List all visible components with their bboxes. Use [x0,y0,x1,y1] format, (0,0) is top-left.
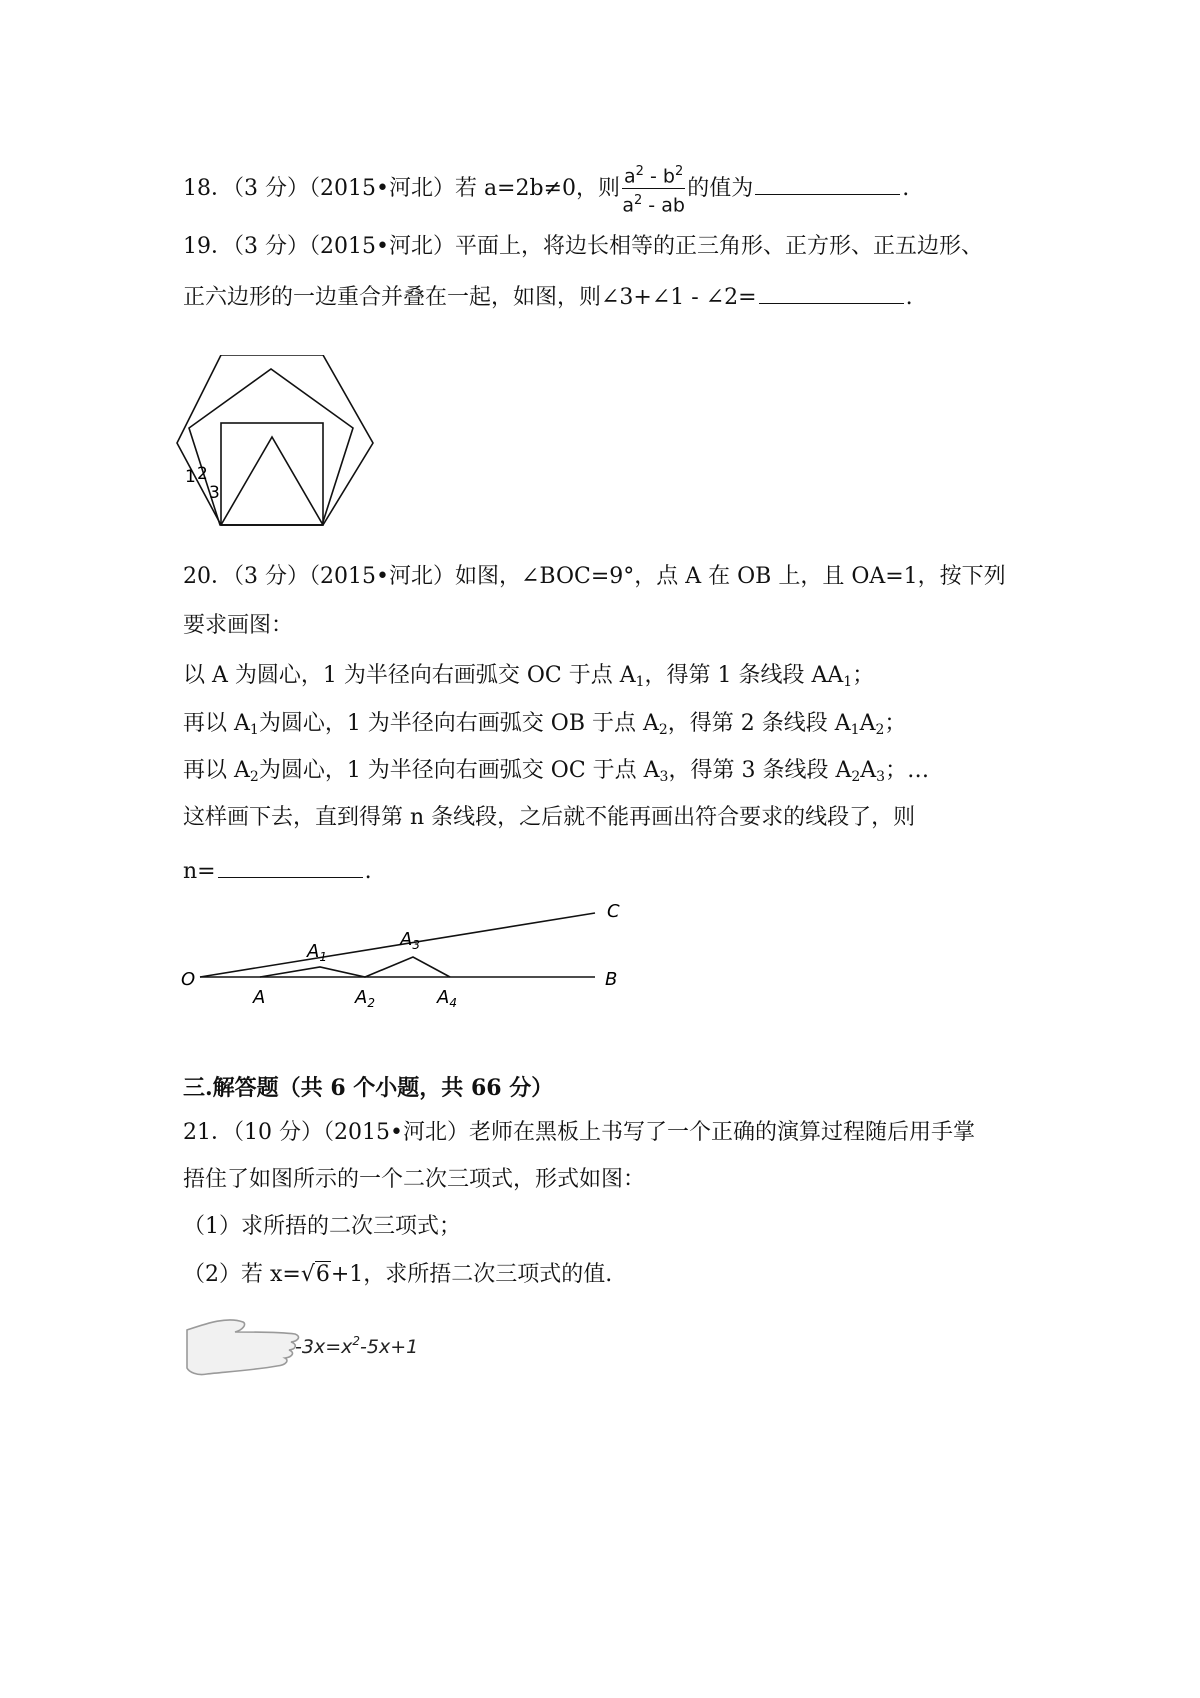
q18-line [183,160,909,218]
q20-answer-blank[interactable] [218,855,363,878]
angle-label-1: 1 [185,467,196,487]
q18-numerator: $a^2 - b^2$ [622,160,685,189]
q21-part1: （1）求所捂的二次三项式； [183,1214,461,1239]
q19-line1: 19．（3 分）（2015•河北）平面上，将边长相等的正三角形、正方形、正五边形、 [183,234,983,259]
q20-line6: 这样画下去，直到得第 n 条线段，之后就不能再画出符合要求的线段了，则 [183,805,916,830]
label-O: O [181,969,196,990]
hand-icon [187,1320,298,1375]
q18-denominator: $a^2$ - ab [622,193,685,217]
q18-answer-blank[interactable] [755,172,900,195]
q20-line3: 以 A 为圆心，1 为半径向右画弧交 OC 于点 $A_1$，得第 1 条线段 $AA_1$； [183,663,875,690]
q19-line2 [183,281,913,313]
q19-end: . [905,285,913,310]
section3-title: 三.解答题（共 6 个小题，共 66 分） [183,1075,554,1101]
label-A1: $A_1$ [307,941,327,964]
q18-fraction [622,160,685,218]
angle-label-3: 3 [209,483,220,503]
q21-line1: 21．（10 分）（2015•河北）老师在黑板上书写了一个正确的演算过程随后用手掌 [183,1120,975,1145]
triangle-shape [221,437,323,525]
label-A3: $A_3$ [400,929,420,952]
label-A4: $A_4$ [437,987,457,1010]
q21-line2: 捂住了如图所示的一个二次三项式，形式如图： [183,1167,646,1192]
q18-suffix: 的值为 [687,175,754,201]
q20-line2: 要求画图： [183,613,294,638]
q21-expression: $-3x=x^2-5x+1$ [295,1334,419,1358]
label-A2: $A_2$ [355,987,375,1010]
label-A: A [253,987,266,1008]
q19-answer-blank[interactable] [759,281,904,304]
q20-line7: n= . [183,855,372,887]
angle-label-2: 2 [197,464,208,484]
q18-prefix: 18．（3 分）（2015•河北）若 a=2b≠0，则 [183,175,621,201]
q20-line4: 再以 $A_1$为圆心，1 为半径向右画弧交 OB 于点 $A_2$，得第 2 条线段 $A_1A_2$； [183,711,907,738]
q18-end: . [902,175,910,201]
hexagon-shape [177,355,373,525]
sqrt-six: √6 [300,1262,330,1287]
label-C: C [607,901,620,922]
q20-angle-figure [175,895,635,1015]
q20-line1: 20．（3 分）（2015•河北）如图，∠BOC=9°，点 A 在 OB 上，且 OA=1，按下列 [183,564,1006,589]
q20-line5: 再以 $A_2$为圆心，1 为半径向右画弧交 OC 于点 $A_3$，得第 3 条线段 $A_2A_3$；… [183,758,930,785]
q21-part2: （2）若 x=√6+1，求所捂二次三项式的值. [183,1260,612,1290]
label-B: B [605,969,618,990]
q19-polygon-figure [175,355,375,535]
q19-line2-text: 正六边形的一边重合并叠在一起，如图，则∠3+∠1 - ∠2= [183,285,757,310]
ray-OC [200,913,595,977]
q21-hand-figure [185,1310,445,1385]
zigzag-segments [260,957,450,977]
